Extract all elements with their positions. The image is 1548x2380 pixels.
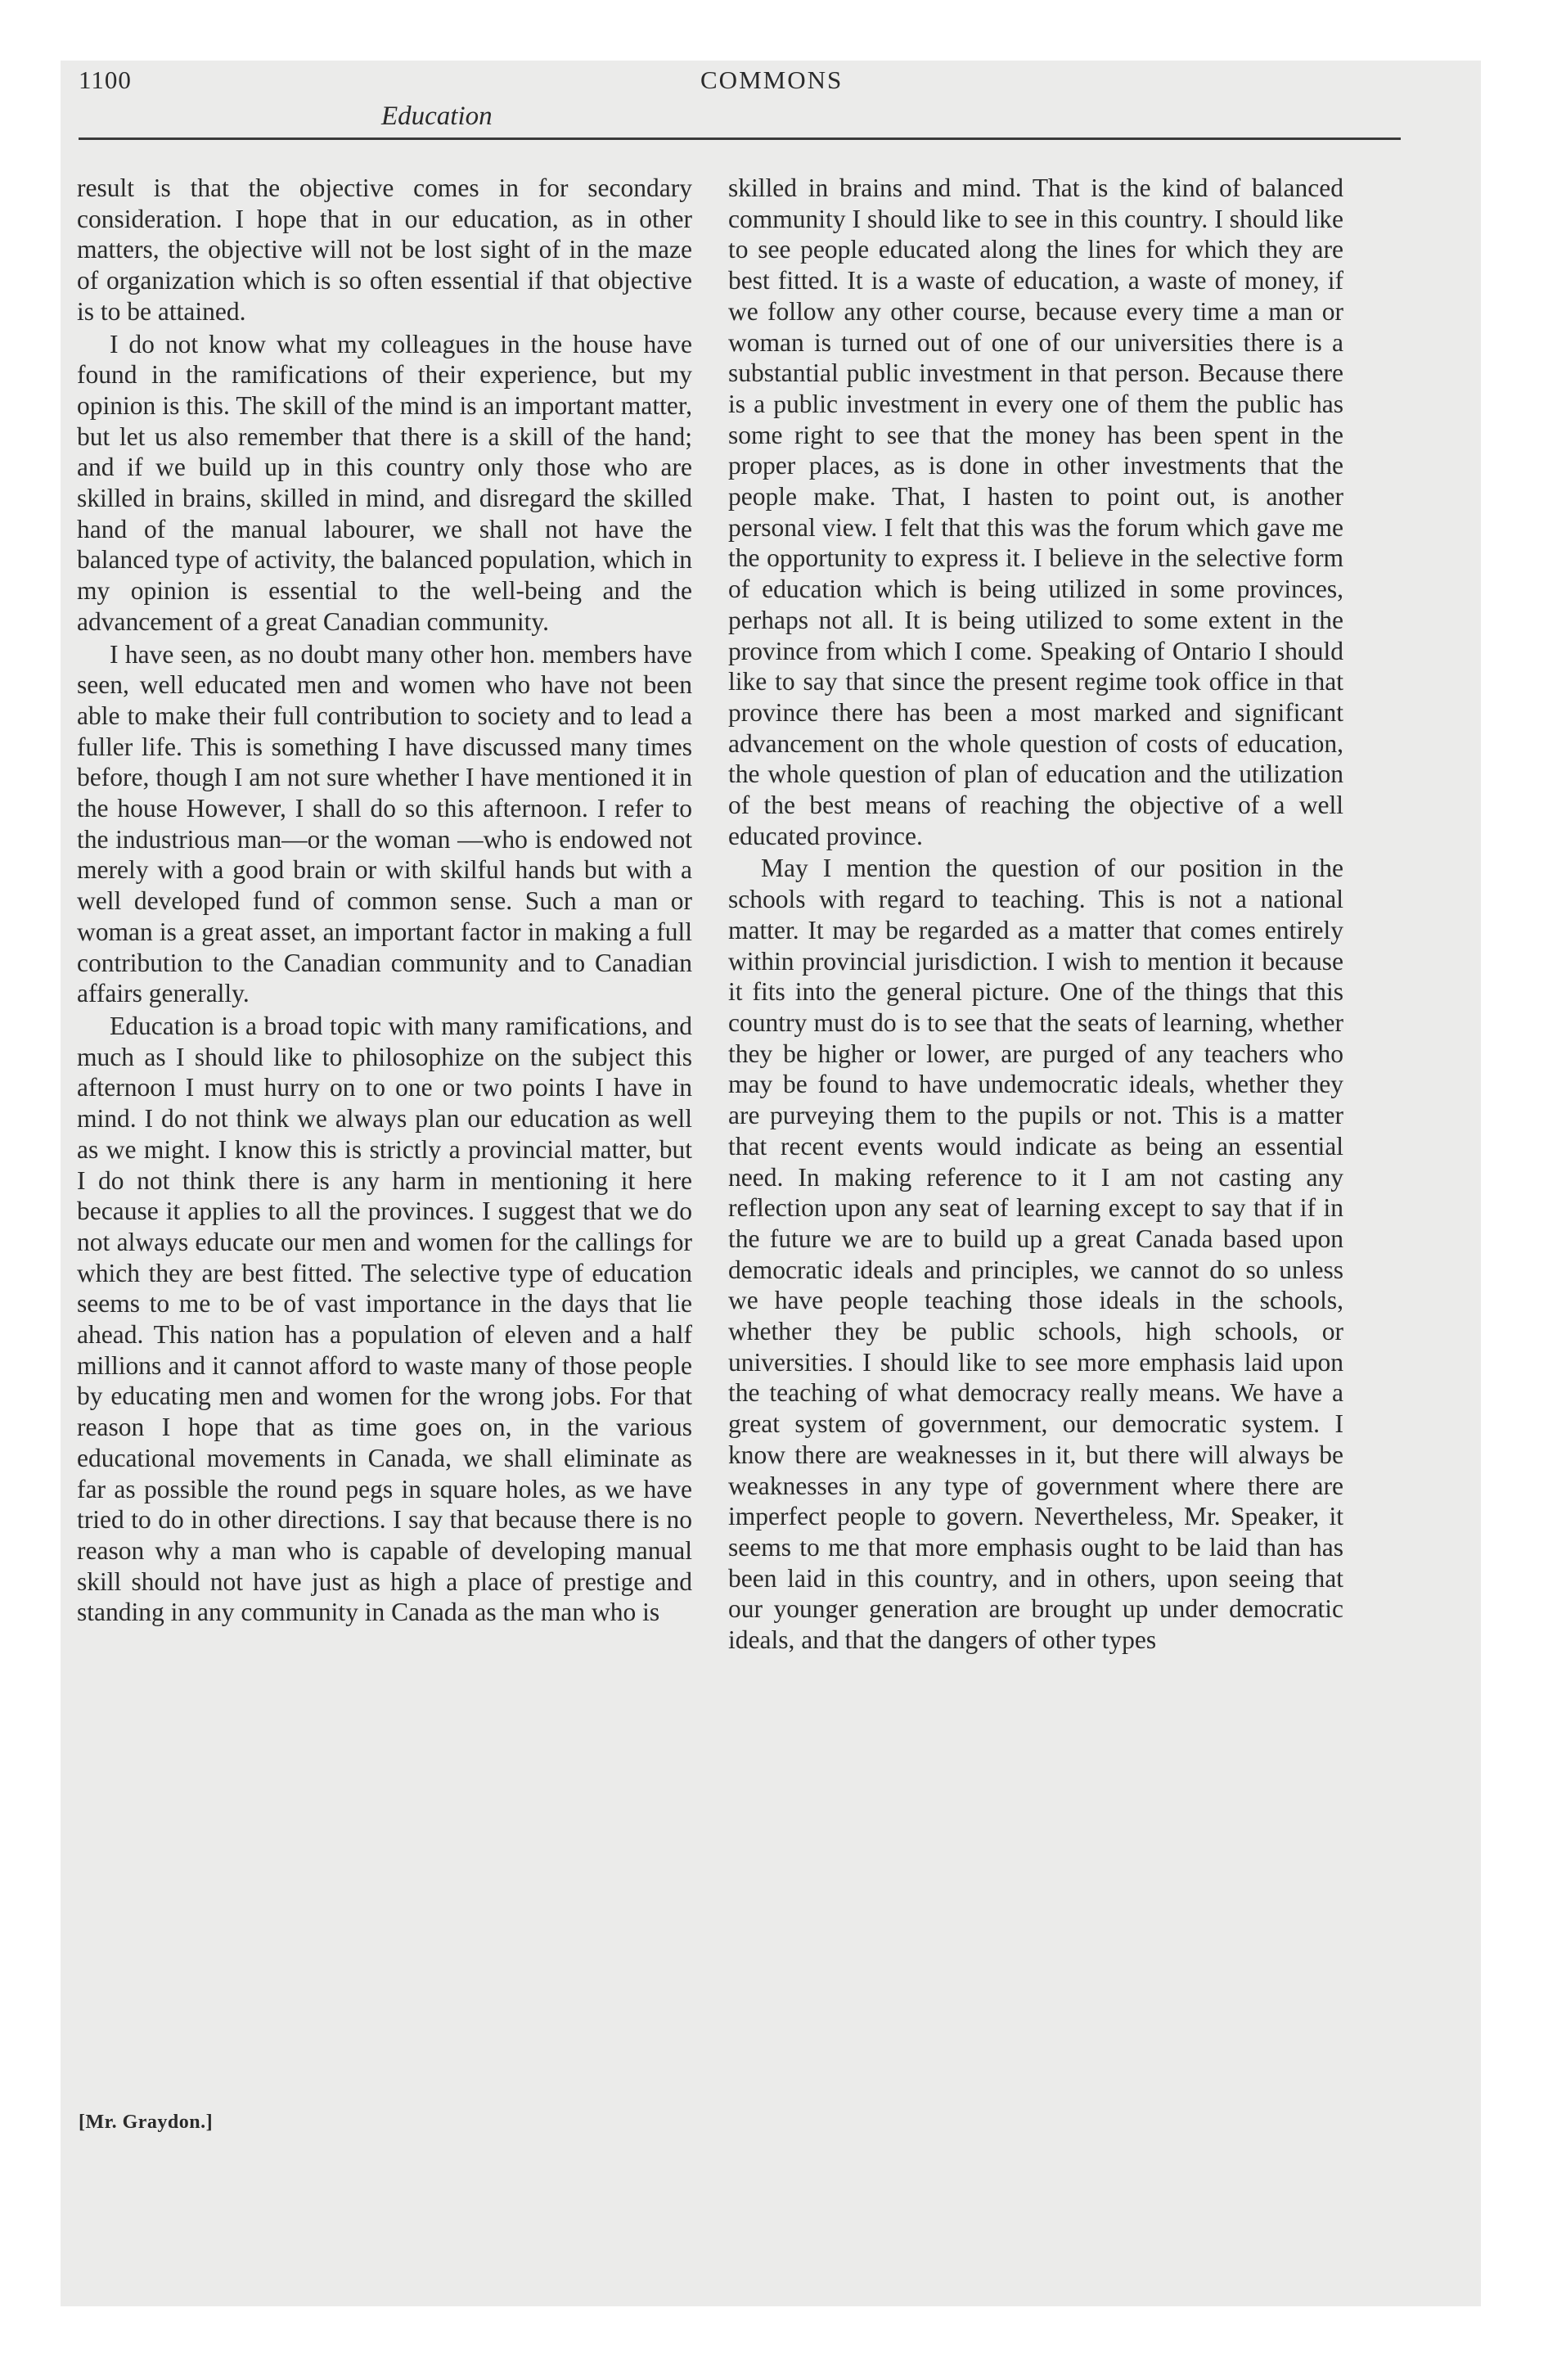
speaker-attribution: [Mr. Graydon.] <box>79 2112 214 2133</box>
page-number: 1100 <box>79 65 132 94</box>
header-rule <box>79 137 1401 140</box>
left-column <box>77 173 692 1628</box>
running-title: COMMONS <box>700 65 844 94</box>
paragraph: result is that the objective comes in for secondary consideration. I hope that in our education, as in other matters, the objective will not be lost sight of in the maze of organization which is so often essential if that objective is to be attained. <box>77 174 692 326</box>
paragraph: I do not know what my colleagues in the house have found in the ramifications of their experience, but my opinion is this. The skill of the mind is an important matter, but let us also remember that there is a skill of the hand; and if we build up in this country only those who are skilled in brains, skilled in mind, and disregard the skilled hand of the manual labourer, we shall not have the balanced type of activity, the balanced population, which in my opinion is essential to the well-being and the advancement of a great Canadian community. <box>77 329 692 636</box>
page-header <box>79 65 1401 164</box>
section-title: Education <box>381 101 493 131</box>
paragraph: May I mention the question of our position in the schools with regard to teaching. This is not a national matter. It may be regarded as a matter that comes entirely within provincial jurisdiction. I wish to mention it because it fits into the general picture. One of the things that this country must do is to see that the seats of learning, whether they be higher or lower, are purged of any teachers who may be found to have undemocratic ideals, whether they are purveying them to the pupils or not. This is a matter that recent events would indicate as being an essential need. In making reference to it I am not casting any reflection upon any seat of learning except to say that if in the future we are to build up a great Canada based upon democratic ideals and principles, we cannot do so unless we have people teaching those ideals in the schools, whether they be public schools, high schools, or universities. I should like to see more emphasis laid upon the teaching of what democracy really means. We have a great system of government, our democratic system. I know there are weaknesses in it, but there will always be weaknesses in any type of government where there are imperfect people to govern. Nevertheless, Mr. Speaker, it seems to me that more emphasis ought to be laid than has been laid in this country, and in others, upon seeing that our younger generation are brought up under democratic ideals, and that the dangers of other types <box>728 854 1343 1655</box>
paragraph: I have seen, as no doubt many other hon. members have seen, well educated men and women who have not been able to make their full contribution to society and to lead a fuller life. This is something I have discussed many times before, though I am not sure whether I have mentioned it in the house However, I shall do so this afternoon. I refer to the industrious man—or the woman —who is endowed not merely with a good brain or with skilful hands but with a well developed fund of common sense. Such a man or woman is a great asset, an important factor in making a full contribution to the Canadian community and to Canadian affairs generally. <box>77 639 692 1008</box>
paragraph: Education is a broad topic with many ramifications, and much as I should like to philosophize on the subject this afternoon I must hurry on to one or two points I have in mind. I do not think we always plan our education as well as we might. I know this is strictly a provincial matter, but I do not think there is any harm in mentioning it here because it applies to all the provinces. I suggest that we do not always educate our men and women for the callings for which they are best fitted. The selective type of education seems to me to be of vast importance in the days that lie ahead. This nation has a population of eleven and a half millions and it cannot afford to waste many of those people by educating men and women for the wrong jobs. For that reason I hope that as time goes on, in the various educational movements in Canada, we shall eliminate as far as possible the round pegs in square holes, as we have tried to do in other directions. I say that because there is no reason why a man who is capable of developing manual skill should not have just as high a place of prestige and standing in any community in Canada as the man who is <box>77 1011 692 1627</box>
right-column <box>728 173 1343 1656</box>
paragraph: skilled in brains and mind. That is the kind of balanced community I should like to see in this country. I should like to see people educated along the lines for which they are best fitted. It is a waste of education, a waste of money, if we follow any other course, because every time a man or woman is turned out of one of our universities there is a substantial public investment in that person. Because there is a public investment in every one of them the public has some right to see that the money has been spent in the proper places, as is done in other investments that the people make. That, I hasten to point out, is another personal view. I felt that this was the forum which gave me the opportunity to express it. I believe in the selective form of education which is being utilized in some provinces, perhaps not all. It is being utilized to some extent in the province from which I come. Speaking of Ontario I should like to say that since the present regime took office in that province there has been a most marked and significant advancement on the whole question of costs of education, the whole question of plan of education and the utilization of the best means of reaching the objective of a well educated province. <box>728 174 1343 850</box>
